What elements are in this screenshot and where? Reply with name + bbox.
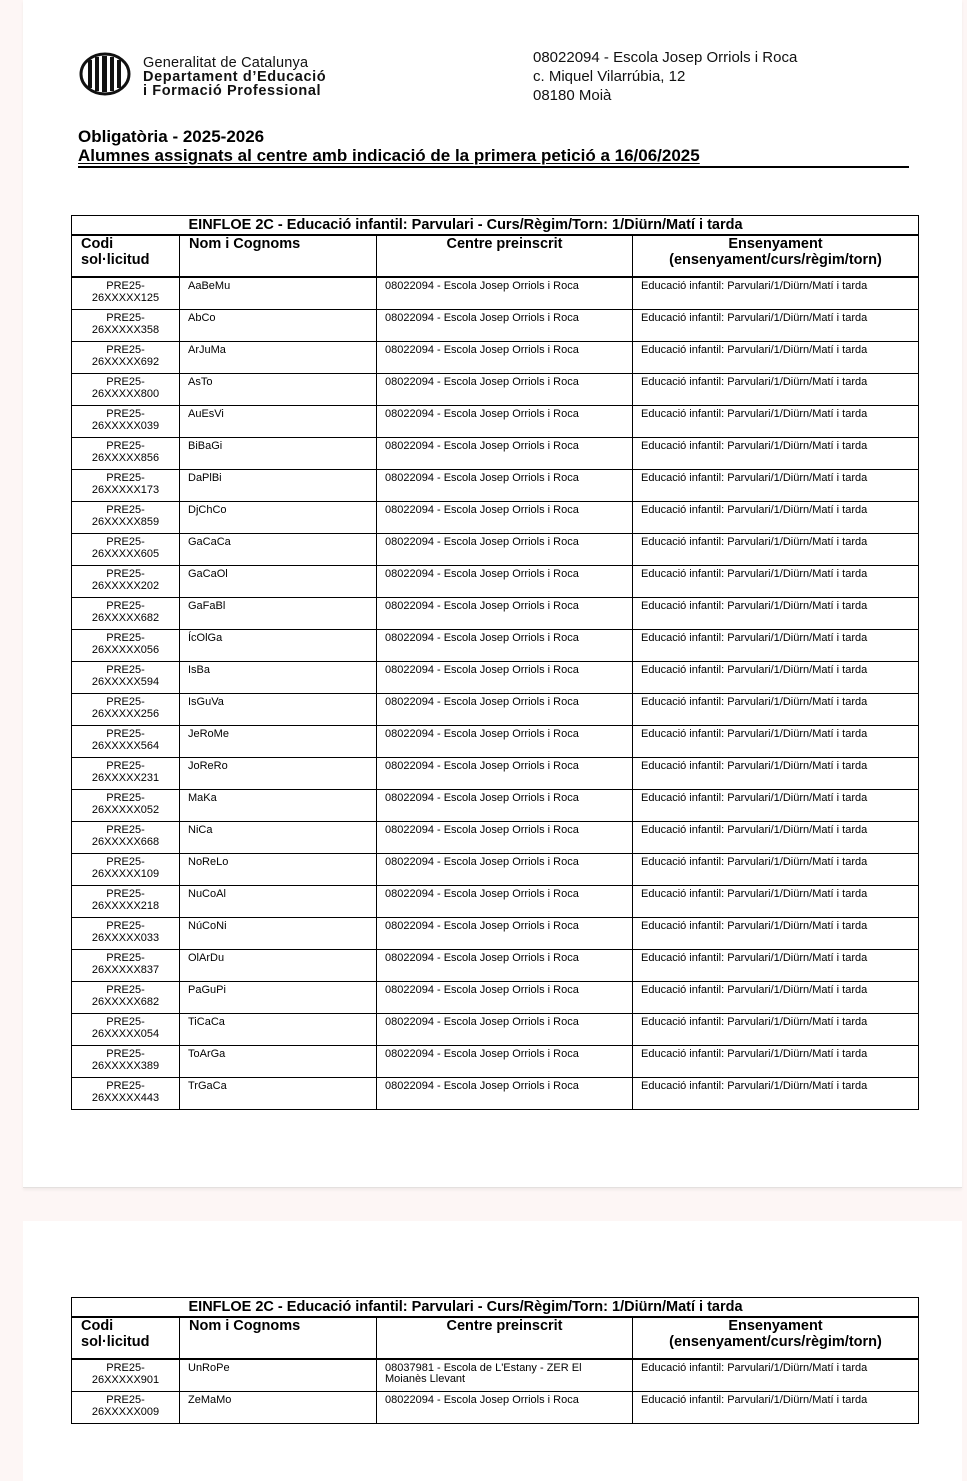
column-header-name: Nom i Cognoms bbox=[180, 1317, 377, 1359]
generalitat-logo bbox=[79, 51, 379, 101]
preinscribed-centre-cell: 08022094 - Escola Josep Orriols i Roca bbox=[377, 822, 633, 854]
student-name-cell: ArJuMa bbox=[180, 342, 377, 374]
request-code-prefix: PRE25- bbox=[106, 664, 145, 676]
table-row bbox=[72, 342, 919, 374]
teaching-cell: Educació infantil: Parvulari/1/Diürn/Matí i tarda bbox=[633, 1359, 919, 1392]
column-header-code-line2: sol·licitud bbox=[81, 1334, 150, 1350]
school-name: 08022094 - Escola Josep Orriols i Roca bbox=[533, 49, 798, 66]
school-address bbox=[533, 48, 797, 105]
teaching-cell: Educació infantil: Parvulari/1/Diürn/Matí i tarda bbox=[633, 694, 919, 726]
column-header-name: Nom i Cognoms bbox=[180, 235, 377, 277]
request-code-number: 26XXXXX231 bbox=[91, 772, 160, 784]
request-code-prefix: PRE25- bbox=[106, 472, 145, 484]
preinscribed-centre-cell: 08022094 - Escola Josep Orriols i Roca bbox=[377, 982, 633, 1014]
request-code-cell bbox=[72, 630, 180, 662]
table-caption: EINFLOE 2C - Educació infantil: Parvulari - Curs/Règim/Torn: 1/Diürn/Matí i tarda bbox=[180, 216, 633, 236]
request-code-cell bbox=[72, 918, 180, 950]
document-subtitle: Alumnes assignats al centre amb indicació de la primera petició a 16/06/2025 bbox=[78, 146, 909, 168]
preinscribed-centre-cell: 08022094 - Escola Josep Orriols i Roca bbox=[377, 406, 633, 438]
request-code-cell bbox=[72, 374, 180, 406]
student-name-cell: GaFaBl bbox=[180, 598, 377, 630]
student-name-cell: NuCoAl bbox=[180, 886, 377, 918]
table-row bbox=[72, 854, 919, 886]
teaching-cell: Educació infantil: Parvulari/1/Diürn/Matí i tarda bbox=[633, 950, 919, 982]
request-code-cell bbox=[72, 662, 180, 694]
teaching-cell: Educació infantil: Parvulari/1/Diürn/Matí i tarda bbox=[633, 438, 919, 470]
table-header-row bbox=[72, 1317, 919, 1359]
column-header-centre: Centre preinscrit bbox=[377, 1317, 633, 1359]
request-code-prefix: PRE25- bbox=[106, 920, 145, 932]
student-name-cell: JoReRo bbox=[180, 758, 377, 790]
request-code-prefix: PRE25- bbox=[106, 632, 145, 644]
table-header-row bbox=[72, 235, 919, 277]
table-row bbox=[72, 566, 919, 598]
request-code-cell bbox=[72, 1046, 180, 1078]
school-city: 08180 Moià bbox=[533, 87, 612, 104]
request-code-number: 26XXXXX682 bbox=[91, 996, 160, 1008]
generalitat-emblem-icon bbox=[79, 52, 131, 96]
preinscribed-centre-cell: 08022094 - Escola Josep Orriols i Roca bbox=[377, 726, 633, 758]
teaching-cell: Educació infantil: Parvulari/1/Diürn/Matí i tarda bbox=[633, 662, 919, 694]
student-name-cell: BiBaGi bbox=[180, 438, 377, 470]
column-header-teaching-line2: (ensenyament/curs/règim/torn) bbox=[669, 252, 882, 268]
student-name-cell: NoReLo bbox=[180, 854, 377, 886]
request-code-number: 26XXXXX256 bbox=[91, 708, 160, 720]
request-code-cell bbox=[72, 1014, 180, 1046]
request-code-prefix: PRE25- bbox=[106, 344, 145, 356]
table-caption: EINFLOE 2C - Educació infantil: Parvulari - Curs/Règim/Torn: 1/Diürn/Matí i tarda bbox=[180, 1298, 633, 1318]
student-name-cell: GaCaOl bbox=[180, 566, 377, 598]
teaching-cell: Educació infantil: Parvulari/1/Diürn/Matí i tarda bbox=[633, 310, 919, 342]
table-caption-row bbox=[72, 1298, 919, 1318]
teaching-cell: Educació infantil: Parvulari/1/Diürn/Matí i tarda bbox=[633, 886, 919, 918]
preinscribed-centre-cell: 08022094 - Escola Josep Orriols i Roca bbox=[377, 502, 633, 534]
column-header-teaching-line2: (ensenyament/curs/règim/torn) bbox=[669, 1334, 882, 1350]
request-code-cell bbox=[72, 726, 180, 758]
request-code-number: 26XXXXX594 bbox=[91, 676, 160, 688]
preinscribed-centre-cell: 08022094 - Escola Josep Orriols i Roca bbox=[377, 790, 633, 822]
request-code-number: 26XXXXX202 bbox=[91, 580, 160, 592]
table-row bbox=[72, 1046, 919, 1078]
preinscribed-centre-cell: 08022094 - Escola Josep Orriols i Roca bbox=[377, 438, 633, 470]
preinscribed-centre-cell: 08022094 - Escola Josep Orriols i Roca bbox=[377, 630, 633, 662]
preinscribed-centre-cell bbox=[377, 1359, 633, 1392]
request-code-prefix: PRE25- bbox=[106, 696, 145, 708]
document-page-1 bbox=[23, 0, 962, 1188]
request-code-prefix: PRE25- bbox=[106, 888, 145, 900]
student-name-cell: ToArGa bbox=[180, 1046, 377, 1078]
request-code-prefix: PRE25- bbox=[106, 728, 145, 740]
preinscribed-centre-cell: 08022094 - Escola Josep Orriols i Roca bbox=[377, 470, 633, 502]
request-code-number: 26XXXXX358 bbox=[91, 324, 160, 336]
assigned-students-table-continued bbox=[71, 1297, 919, 1424]
assigned-students-table bbox=[71, 215, 919, 1110]
column-header-teaching-line1: Ensenyament bbox=[728, 1318, 823, 1334]
request-code-cell bbox=[72, 822, 180, 854]
request-code-number: 26XXXXX009 bbox=[91, 1406, 160, 1418]
request-code-prefix: PRE25- bbox=[106, 440, 145, 452]
request-code-number: 26XXXXX056 bbox=[91, 644, 160, 656]
request-code-number: 26XXXXX443 bbox=[91, 1092, 160, 1104]
request-code-cell bbox=[72, 790, 180, 822]
student-name-cell: ZeMaMo bbox=[180, 1392, 377, 1424]
request-code-number: 26XXXXX837 bbox=[91, 964, 160, 976]
table-row bbox=[72, 598, 919, 630]
table-row bbox=[72, 374, 919, 406]
preinscribed-centre-cell: 08022094 - Escola Josep Orriols i Roca bbox=[377, 310, 633, 342]
table-row bbox=[72, 1014, 919, 1046]
request-code-prefix: PRE25- bbox=[106, 760, 145, 772]
request-code-cell bbox=[72, 470, 180, 502]
request-code-number: 26XXXXX054 bbox=[91, 1028, 160, 1040]
table-row bbox=[72, 1078, 919, 1110]
request-code-prefix: PRE25- bbox=[106, 952, 145, 964]
request-code-cell bbox=[72, 438, 180, 470]
document-page-2 bbox=[23, 1221, 962, 1481]
table-row bbox=[72, 534, 919, 566]
request-code-number: 26XXXXX218 bbox=[91, 900, 160, 912]
teaching-cell: Educació infantil: Parvulari/1/Diürn/Matí i tarda bbox=[633, 1078, 919, 1110]
table-row bbox=[72, 982, 919, 1014]
request-code-prefix: PRE25- bbox=[106, 1362, 145, 1374]
table-row bbox=[72, 886, 919, 918]
student-name-cell: MaKa bbox=[180, 790, 377, 822]
student-name-cell: AaBeMu bbox=[180, 277, 377, 310]
column-header-code bbox=[72, 1317, 180, 1359]
request-code-prefix: PRE25- bbox=[106, 568, 145, 580]
column-header-code-line1: Codi bbox=[81, 236, 114, 252]
teaching-cell: Educació infantil: Parvulari/1/Diürn/Matí i tarda bbox=[633, 470, 919, 502]
request-code-cell bbox=[72, 277, 180, 310]
table-row bbox=[72, 726, 919, 758]
request-code-number: 26XXXXX800 bbox=[91, 388, 160, 400]
request-code-cell bbox=[72, 1359, 180, 1392]
request-code-number: 26XXXXX033 bbox=[91, 932, 160, 944]
document-title: Obligatòria - 2025-2026 bbox=[78, 127, 265, 146]
teaching-cell: Educació infantil: Parvulari/1/Diürn/Matí i tarda bbox=[633, 374, 919, 406]
student-name-cell: DjChCo bbox=[180, 502, 377, 534]
request-code-prefix: PRE25- bbox=[106, 376, 145, 388]
logo-line-departament: Departament d’Educació bbox=[143, 69, 327, 85]
table-row bbox=[72, 310, 919, 342]
request-code-number: 26XXXXX125 bbox=[91, 292, 160, 304]
preinscribed-centre-cell: 08022094 - Escola Josep Orriols i Roca bbox=[377, 342, 633, 374]
preinscribed-centre-cell: 08022094 - Escola Josep Orriols i Roca bbox=[377, 854, 633, 886]
preinscribed-centre-cell: 08022094 - Escola Josep Orriols i Roca bbox=[377, 598, 633, 630]
preinscribed-centre-cell: 08022094 - Escola Josep Orriols i Roca bbox=[377, 566, 633, 598]
teaching-cell: Educació infantil: Parvulari/1/Diürn/Matí i tarda bbox=[633, 566, 919, 598]
request-code-number: 26XXXXX856 bbox=[91, 452, 160, 464]
teaching-cell: Educació infantil: Parvulari/1/Diürn/Matí i tarda bbox=[633, 726, 919, 758]
preinscribed-centre-cell bbox=[377, 1392, 633, 1424]
student-name-cell: GaCaCa bbox=[180, 534, 377, 566]
column-header-code-line2: sol·licitud bbox=[81, 252, 150, 268]
request-code-prefix: PRE25- bbox=[106, 312, 145, 324]
column-header-teaching bbox=[633, 235, 919, 277]
table-row bbox=[72, 277, 919, 310]
column-header-code-line1: Codi bbox=[81, 1318, 114, 1334]
request-code-prefix: PRE25- bbox=[106, 536, 145, 548]
request-code-prefix: PRE25- bbox=[106, 408, 145, 420]
table-caption-row bbox=[72, 216, 919, 236]
preinscribed-centre-cell: 08022094 - Escola Josep Orriols i Roca bbox=[377, 950, 633, 982]
request-code-prefix: PRE25- bbox=[106, 600, 145, 612]
column-header-teaching-line1: Ensenyament bbox=[728, 236, 823, 252]
student-name-cell: JeRoMe bbox=[180, 726, 377, 758]
request-code-number: 26XXXXX692 bbox=[91, 356, 160, 368]
request-code-cell bbox=[72, 1392, 180, 1424]
student-name-cell: IsBa bbox=[180, 662, 377, 694]
request-code-cell bbox=[72, 886, 180, 918]
request-code-cell bbox=[72, 406, 180, 438]
request-code-cell bbox=[72, 534, 180, 566]
teaching-cell: Educació infantil: Parvulari/1/Diürn/Matí i tarda bbox=[633, 406, 919, 438]
table-row bbox=[72, 662, 919, 694]
column-header-teaching bbox=[633, 1317, 919, 1359]
table-row bbox=[72, 502, 919, 534]
request-code-prefix: PRE25- bbox=[106, 1016, 145, 1028]
request-code-cell bbox=[72, 502, 180, 534]
request-code-prefix: PRE25- bbox=[106, 1080, 145, 1092]
request-code-cell bbox=[72, 310, 180, 342]
student-name-cell: IsGuVa bbox=[180, 694, 377, 726]
request-code-number: 26XXXXX109 bbox=[91, 868, 160, 880]
table-row bbox=[72, 822, 919, 854]
student-name-cell: NiCa bbox=[180, 822, 377, 854]
student-name-cell: UnRoPe bbox=[180, 1359, 377, 1392]
table-row bbox=[72, 918, 919, 950]
teaching-cell: Educació infantil: Parvulari/1/Diürn/Matí i tarda bbox=[633, 277, 919, 310]
table-row bbox=[72, 1359, 919, 1392]
preinscribed-centre-cell: 08022094 - Escola Josep Orriols i Roca bbox=[377, 662, 633, 694]
teaching-cell: Educació infantil: Parvulari/1/Diürn/Matí i tarda bbox=[633, 342, 919, 374]
student-name-cell: TrGaCa bbox=[180, 1078, 377, 1110]
teaching-cell: Educació infantil: Parvulari/1/Diürn/Matí i tarda bbox=[633, 534, 919, 566]
request-code-number: 26XXXXX564 bbox=[91, 740, 160, 752]
preinscribed-centre-line2: Moianès Llevant bbox=[385, 1373, 466, 1385]
table-row bbox=[72, 406, 919, 438]
request-code-prefix: PRE25- bbox=[106, 792, 145, 804]
student-name-cell: AsTo bbox=[180, 374, 377, 406]
request-code-number: 26XXXXX173 bbox=[91, 484, 160, 496]
request-code-number: 26XXXXX859 bbox=[91, 516, 160, 528]
student-name-cell: AuEsVi bbox=[180, 406, 377, 438]
teaching-cell: Educació infantil: Parvulari/1/Diürn/Matí i tarda bbox=[633, 1392, 919, 1424]
teaching-cell: Educació infantil: Parvulari/1/Diürn/Matí i tarda bbox=[633, 502, 919, 534]
preinscribed-centre-line1: 08037981 - Escola de L'Estany - ZER El bbox=[385, 1362, 582, 1374]
column-header-centre: Centre preinscrit bbox=[377, 235, 633, 277]
table-row bbox=[72, 1392, 919, 1424]
request-code-cell bbox=[72, 950, 180, 982]
request-code-cell bbox=[72, 342, 180, 374]
request-code-number: 26XXXXX605 bbox=[91, 548, 160, 560]
student-name-cell: NúCoNi bbox=[180, 918, 377, 950]
table-row bbox=[72, 694, 919, 726]
preinscribed-centre-cell: 08022094 - Escola Josep Orriols i Roca bbox=[377, 918, 633, 950]
teaching-cell: Educació infantil: Parvulari/1/Diürn/Matí i tarda bbox=[633, 854, 919, 886]
table-row bbox=[72, 470, 919, 502]
teaching-cell: Educació infantil: Parvulari/1/Diürn/Matí i tarda bbox=[633, 1046, 919, 1078]
preinscribed-centre-cell: 08022094 - Escola Josep Orriols i Roca bbox=[377, 1078, 633, 1110]
request-code-prefix: PRE25- bbox=[106, 856, 145, 868]
request-code-number: 26XXXXX052 bbox=[91, 804, 160, 816]
student-name-cell: ÍcOlGa bbox=[180, 630, 377, 662]
request-code-prefix: PRE25- bbox=[106, 1394, 145, 1406]
preinscribed-centre-cell: 08022094 - Escola Josep Orriols i Roca bbox=[377, 694, 633, 726]
student-name-cell: AbCo bbox=[180, 310, 377, 342]
request-code-cell bbox=[72, 598, 180, 630]
request-code-cell bbox=[72, 982, 180, 1014]
teaching-cell: Educació infantil: Parvulari/1/Diürn/Matí i tarda bbox=[633, 918, 919, 950]
request-code-cell bbox=[72, 1078, 180, 1110]
request-code-number: 26XXXXX901 bbox=[91, 1374, 160, 1386]
teaching-cell: Educació infantil: Parvulari/1/Diürn/Matí i tarda bbox=[633, 598, 919, 630]
teaching-cell: Educació infantil: Parvulari/1/Diürn/Matí i tarda bbox=[633, 1014, 919, 1046]
request-code-prefix: PRE25- bbox=[106, 984, 145, 996]
preinscribed-centre-cell: 08022094 - Escola Josep Orriols i Roca bbox=[377, 758, 633, 790]
preinscribed-centre-cell: 08022094 - Escola Josep Orriols i Roca bbox=[377, 374, 633, 406]
table-row bbox=[72, 790, 919, 822]
table-row bbox=[72, 758, 919, 790]
preinscribed-centre-cell: 08022094 - Escola Josep Orriols i Roca bbox=[377, 1014, 633, 1046]
request-code-cell bbox=[72, 566, 180, 598]
request-code-cell bbox=[72, 694, 180, 726]
school-street: c. Miquel Vilarrúbia, 12 bbox=[533, 68, 686, 85]
request-code-cell bbox=[72, 854, 180, 886]
request-code-prefix: PRE25- bbox=[106, 1048, 145, 1060]
preinscribed-centre-cell: 08022094 - Escola Josep Orriols i Roca bbox=[377, 886, 633, 918]
teaching-cell: Educació infantil: Parvulari/1/Diürn/Matí i tarda bbox=[633, 822, 919, 854]
teaching-cell: Educació infantil: Parvulari/1/Diürn/Matí i tarda bbox=[633, 790, 919, 822]
preinscribed-centre-cell: 08022094 - Escola Josep Orriols i Roca bbox=[377, 1046, 633, 1078]
preinscribed-centre-line1: 08022094 - Escola Josep Orriols i Roca bbox=[385, 1394, 579, 1406]
logo-line-generalitat: Generalitat de Catalunya bbox=[143, 55, 309, 71]
student-name-cell: PaGuPi bbox=[180, 982, 377, 1014]
student-name-cell: DaPlBi bbox=[180, 470, 377, 502]
preinscribed-centre-cell: 08022094 - Escola Josep Orriols i Roca bbox=[377, 534, 633, 566]
request-code-prefix: PRE25- bbox=[106, 280, 145, 292]
student-name-cell: OlArDu bbox=[180, 950, 377, 982]
student-name-cell: TiCaCa bbox=[180, 1014, 377, 1046]
table-row bbox=[72, 438, 919, 470]
request-code-cell bbox=[72, 758, 180, 790]
document-heading bbox=[78, 127, 909, 168]
request-code-prefix: PRE25- bbox=[106, 504, 145, 516]
column-header-code bbox=[72, 235, 180, 277]
logo-line-formacio: i Formació Professional bbox=[143, 83, 322, 99]
table-row bbox=[72, 950, 919, 982]
request-code-number: 26XXXXX039 bbox=[91, 420, 160, 432]
request-code-number: 26XXXXX682 bbox=[91, 612, 160, 624]
request-code-prefix: PRE25- bbox=[106, 824, 145, 836]
table-row bbox=[72, 630, 919, 662]
teaching-cell: Educació infantil: Parvulari/1/Diürn/Matí i tarda bbox=[633, 758, 919, 790]
request-code-number: 26XXXXX389 bbox=[91, 1060, 160, 1072]
request-code-number: 26XXXXX668 bbox=[91, 836, 160, 848]
teaching-cell: Educació infantil: Parvulari/1/Diürn/Matí i tarda bbox=[633, 630, 919, 662]
teaching-cell: Educació infantil: Parvulari/1/Diürn/Matí i tarda bbox=[633, 982, 919, 1014]
preinscribed-centre-cell: 08022094 - Escola Josep Orriols i Roca bbox=[377, 277, 633, 310]
